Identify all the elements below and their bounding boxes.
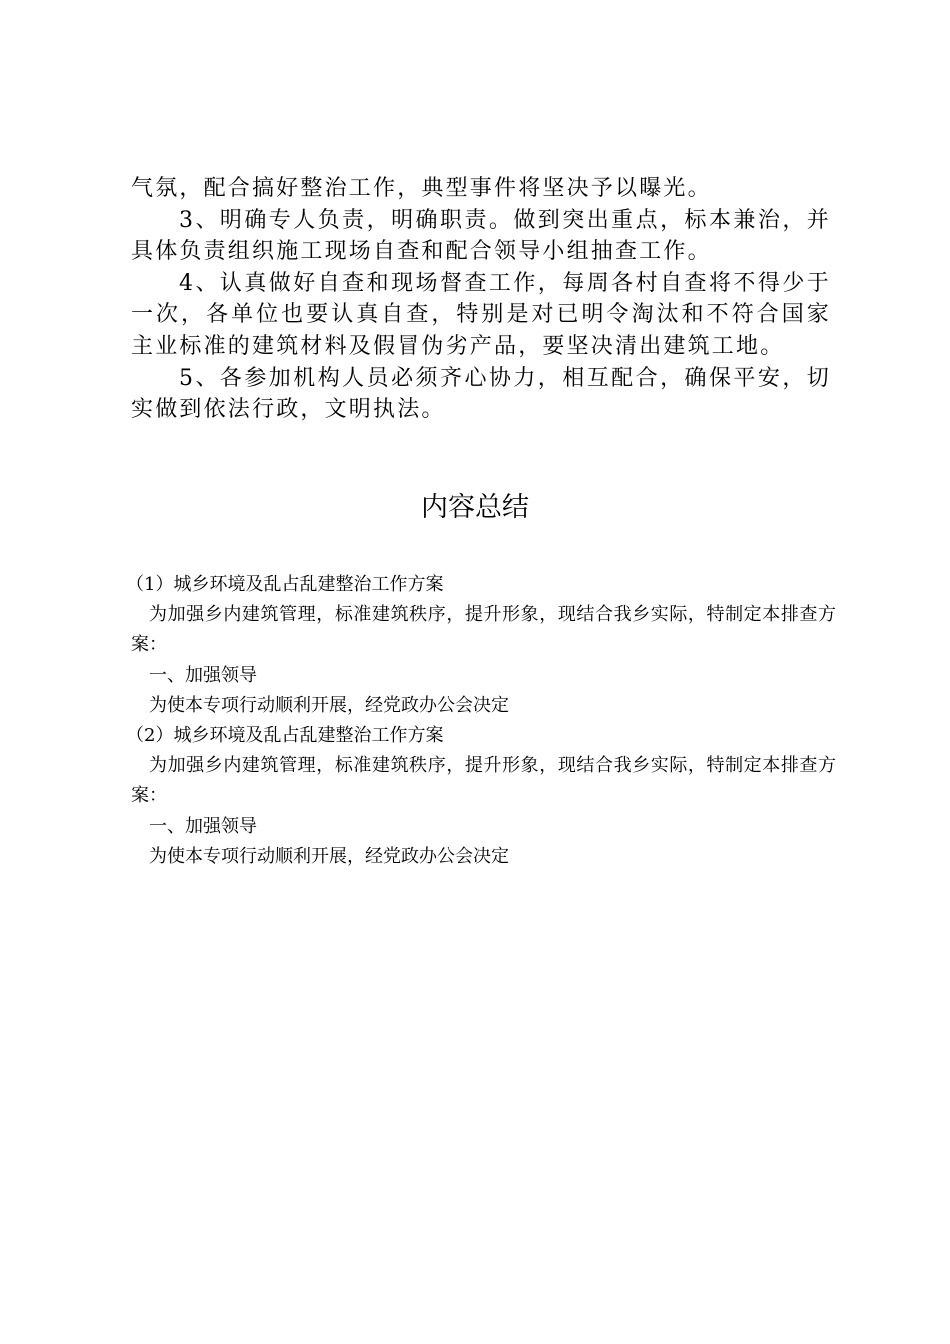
summary-section xyxy=(126,570,836,872)
summary-title: 内容总结 xyxy=(421,492,529,523)
body-paragraph-item-3: 3、明确专人负责，明确职责。做到突出重点，标本兼治，并具体负责组织施工现场自查和配合领导小组抽查工作。 xyxy=(131,207,831,265)
summary-heading-2: （2）城乡环境及乱占乱建整治工作方案 xyxy=(126,725,444,747)
summary-paragraph: 为使本专项行动顺利开展，经党政办公会决定 xyxy=(149,694,509,716)
summary-paragraph: 为加强乡内建筑管理，标准建筑秩序，提升形象，现结合我乡实际，特制定本排查方案： xyxy=(131,604,836,656)
body-paragraph-item-5: 5、各参加机构人员必须齐心协力，相互配合，确保平安，切实做到依法行政，文明执法。 xyxy=(131,365,831,423)
summary-paragraph: 为使本专项行动顺利开展，经党政办公会决定 xyxy=(149,845,509,867)
summary-subheading: 一、加强领导 xyxy=(149,664,257,686)
summary-heading-1: （1）城乡环境及乱占乱建整治工作方案 xyxy=(126,574,444,595)
body-text xyxy=(131,173,831,426)
summary-subheading: 一、加强领导 xyxy=(149,815,257,837)
body-paragraph-continuation: 气氛，配合搞好整治工作，典型事件将坚决予以曝光。 xyxy=(131,176,712,201)
summary-paragraph: 为加强乡内建筑管理，标准建筑秩序，提升形象，现结合我乡实际，特制定本排查方案： xyxy=(131,755,836,807)
body-paragraph-item-4: 4、认真做好自查和现场督查工作，每周各村自查将不得少于一次，各单位也要认真自查，特别是对已明令淘汰和不符合国家主业标准的建筑材料及假冒伪劣产品，要坚决清出建筑工地。 xyxy=(131,270,831,359)
